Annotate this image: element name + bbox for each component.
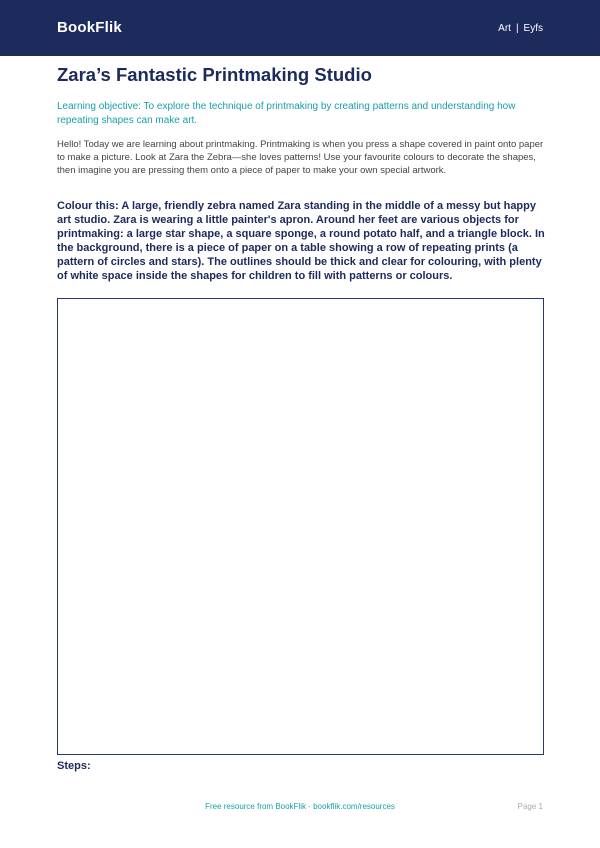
colour-prompt: Colour this: A large, friendly zebra named Zara standing in the middle of a messy but happy art studio. Zara is wearing a little painter's apron. Around her feet are various objects for printmaking: a large star shape, a square sponge, a round potato half, and a triangle block. In the background, there is a piece of paper on a table showing a row of repeating prints (a pattern of circles and stars). The outlines should be thick and clear for colouring, with plenty of white space inside the shapes for children to fill with patterns or colours. bbox=[57, 200, 545, 283]
meta-separator: | bbox=[515, 22, 519, 34]
header-meta bbox=[498, 23, 543, 34]
brand-logo[interactable]: BookFlik bbox=[57, 18, 122, 36]
intro-text: Hello! Today we are learning about printmaking. Printmaking is when you press a shape covered in paint onto paper to make a picture. Look at Zara the Zebra—she loves patterns! Use your favourite colours to decorate the shapes, then imagine you are pressing them onto a piece of paper to make your own special artwork. bbox=[57, 139, 544, 177]
page-number: Page 1 bbox=[517, 802, 543, 811]
header-bar bbox=[0, 0, 600, 56]
level-label: Eyfs bbox=[523, 22, 543, 34]
subject-label: Art bbox=[498, 22, 511, 34]
colouring-area bbox=[57, 298, 544, 755]
page-title: Zara’s Fantastic Printmaking Studio bbox=[57, 64, 372, 85]
footer-text[interactable]: Free resource from BookFlik · bookflik.com/resources bbox=[205, 802, 395, 811]
steps-heading: Steps: bbox=[57, 760, 91, 772]
learning-objective: Learning objective: To explore the technique of printmaking by creating patterns and understanding how repeating shapes can make art. bbox=[57, 101, 516, 126]
